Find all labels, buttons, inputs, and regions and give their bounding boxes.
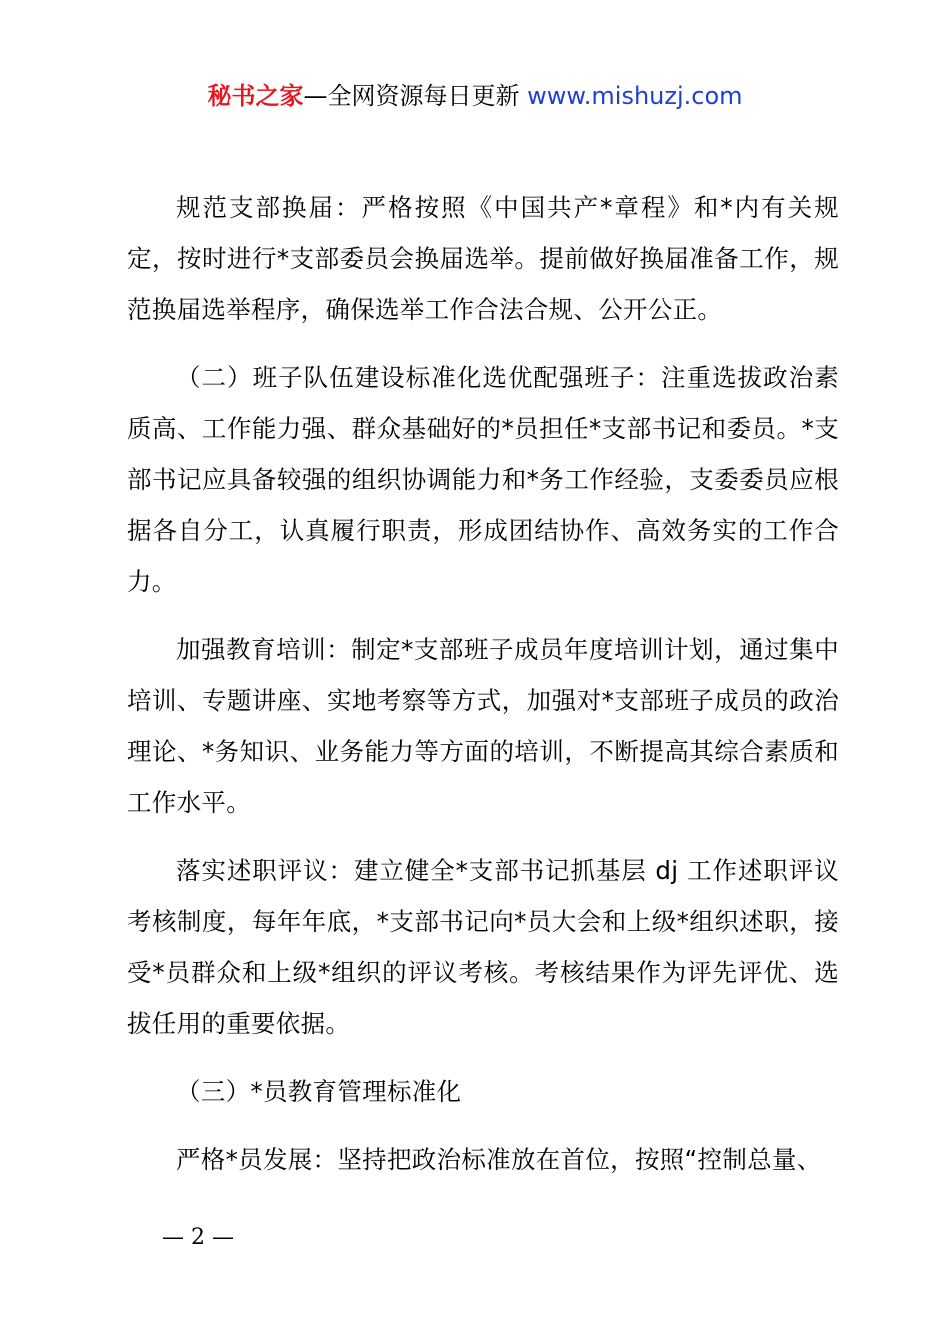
- paragraph-member-development: 严格*员发展：坚持把政治标准放在首位，按照“控制总量、: [176, 1145, 822, 1174]
- page-number: — 2 —: [162, 1225, 234, 1250]
- paragraph-branch-election: 规范支部换届：严格按照《中国共产*章程》和*内有关规定，按时进行*支部委员会换届选举。提前做好换届准备工作，规范换届选举程序，确保选举工作合法合规、公开公正。: [127, 193, 839, 324]
- paragraph-training: 加强教育培训：制定*支部班子成员年度培训计划，通过集中培训、专题讲座、实地考察等方式，加强对*支部班子成员的政治理论、*务知识、业务能力等方面的培训，不断提高其综合素质和工作水平。: [127, 635, 839, 817]
- document-body: [127, 182, 839, 1202]
- site-url-link[interactable]: www.mishuzj.com: [527, 82, 743, 110]
- site-tagline: —全网资源每日更新: [303, 82, 528, 110]
- paragraph-performance-review: 落实述职评议：建立健全*支部书记抓基层 dj 工作述职评议考核制度，每年年底，*支部书记向*员大会和上级*组织述职，接受*员群众和上级*组织的评议考核。考核结果作为评先评优、选拔任用的重要依据。: [127, 856, 839, 1038]
- paragraph-team-building: （二）班子队伍建设标准化选优配强班子：注重选拔政治素质高、工作能力强、群众基础好的*员担任*支部书记和委员。*支部书记应具备较强的组织协调能力和*务工作经验，支委委员应根据各自分工，认真履行职责，形成团结协作、高效务实的工作合力。: [127, 363, 839, 596]
- site-header: [0, 80, 950, 112]
- site-brand: 秘书之家: [207, 82, 304, 110]
- section-heading-member-management: （三）*员教育管理标准化: [176, 1077, 462, 1106]
